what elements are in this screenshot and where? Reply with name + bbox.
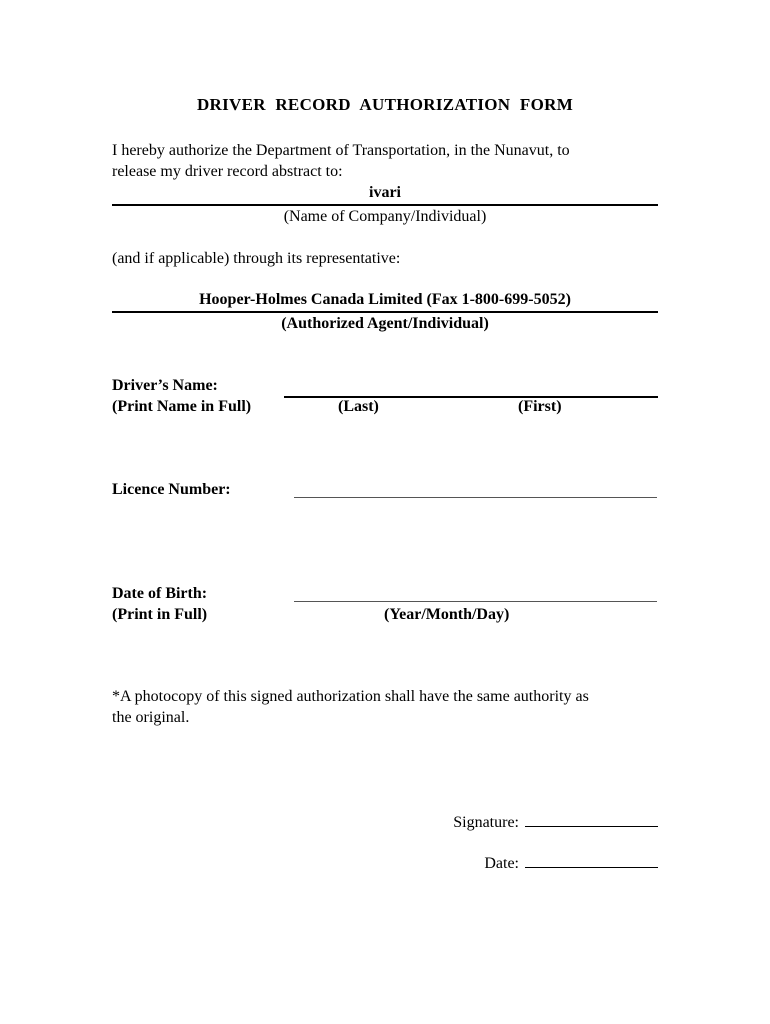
intro-line-1: I hereby authorize the Department of Transportation, in the Nunavut, to: [112, 142, 570, 159]
date-of-birth-label: Date of Birth:: [112, 585, 208, 602]
signature-row: [453, 812, 658, 832]
drivers-name-sublabel: (Print Name in Full): [112, 398, 252, 415]
company-name-line: [112, 204, 658, 206]
form-title: DRIVER RECORD AUTHORIZATION FORM: [196, 95, 574, 114]
date-label: Date:: [484, 855, 519, 872]
signature-field[interactable]: [525, 812, 658, 827]
date-of-birth-field[interactable]: [294, 601, 657, 602]
intro-line-2: release my driver record abstract to:: [112, 163, 343, 180]
agent-line: [112, 311, 658, 313]
licence-number-field[interactable]: [294, 497, 657, 498]
date-of-birth-caption: (Year/Month/Day): [384, 606, 510, 623]
photocopy-note-line-2: the original.: [112, 709, 190, 726]
agent-value[interactable]: Hooper-Holmes Canada Limited (Fax 1-800-699-5052): [199, 291, 571, 308]
representative-text: (and if applicable) through its representative:: [112, 250, 401, 267]
first-name-caption: (First): [518, 398, 562, 415]
last-name-caption: (Last): [338, 398, 379, 415]
signature-label: Signature:: [453, 814, 519, 831]
drivers-name-label: Driver’s Name:: [112, 377, 218, 394]
company-name-value[interactable]: ivari: [369, 184, 401, 201]
company-name-caption: (Name of Company/Individual): [283, 208, 487, 225]
licence-number-label: Licence Number:: [112, 481, 231, 498]
agent-caption: (Authorized Agent/Individual): [281, 315, 489, 332]
date-field[interactable]: [525, 853, 658, 868]
date-of-birth-sublabel: (Print in Full): [112, 606, 208, 623]
photocopy-note-line-1: *A photocopy of this signed authorization shall have the same authority as: [112, 688, 589, 705]
date-row: [484, 853, 658, 873]
